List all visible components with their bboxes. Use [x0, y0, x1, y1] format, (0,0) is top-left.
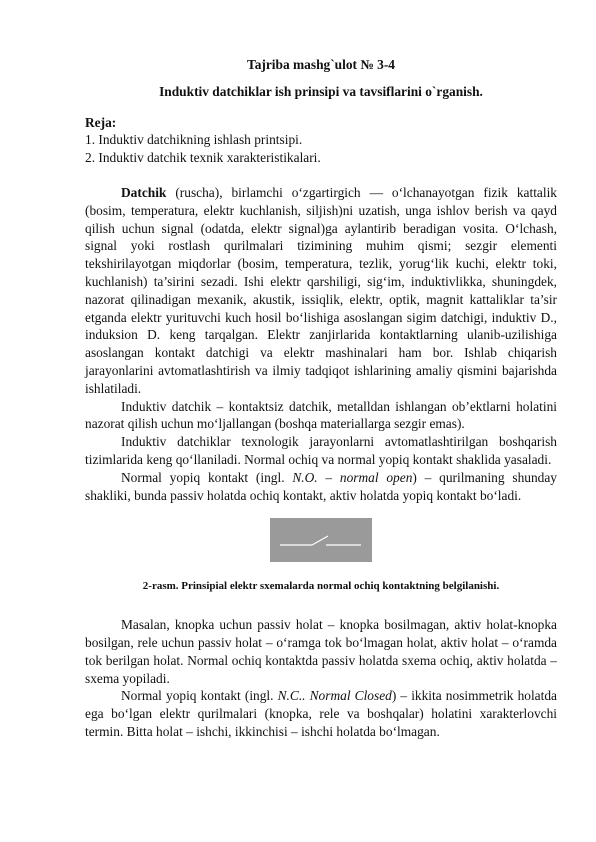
- paragraph-text: Normal yopiq kontakt (ingl.: [121, 469, 293, 485]
- paragraph-example: Masalan, knopka uchun passiv holat – knopka bosilmagan, aktiv holat-knopka bosilgan, rele uchun passiv holat – o‘ramga tok bo‘lmagan holat, aktiv holat – o‘ramda tok berilgan holat. Normal ochiq kontaktda passiv holatda sxema ochiq, aktiv holatda – sxema yopiladi.: [85, 617, 557, 686]
- italic-term: N.O. – normal open: [292, 469, 413, 485]
- normal-open-contact-symbol: [270, 518, 372, 562]
- plan-item-2: 2. Induktiv datchik texnik xarakteristikalari.: [85, 150, 321, 166]
- paragraph-inductive-sensor: Induktiv datchik – kontaktsiz datchik, metalldan ishlangan ob’ektlarni holatini nazorat qilish uchun mo‘ljallangan (boshqa materiallarga sezgir emas).: [85, 398, 557, 432]
- paragraph-text: ) – ikkita nosimmetrik holatda ega bo‘lgan elektr qurilmalari (knopka, rele va boshqalar) holatini xarakterlovchi termin. Bitta holat – ishchi, ikkinchisi – ishchi holatda bo‘lmagan.: [85, 688, 557, 739]
- document-subtitle: Induktiv datchiklar ish prinsipi va tavsiflarini o`rganish.: [159, 83, 483, 99]
- paragraph-normal-open: [85, 469, 557, 505]
- figure-caption: 2-rasm. Prinsipial elektr sxemalarda normal ochiq kontaktning belgilanishi.: [142, 580, 500, 593]
- paragraph-text: (ruscha), birlamchi o‘zgartirgich — o‘lchanayotgan fizik kattalik (bosim, temperatura, elektr kuchlanish, siljish)ni uzatish, unga ishlov berish va qayd qilish uchun signal (odatda, elektr signal)ga aylantirib beradigan vosita. O‘lchash, signal yoki rostlash qurilmalari tizimining muhim qismi; sezgir elementi tekshirilayotgan miqdorlar (bosim, temperatura, tezlik, yorug‘lik kuchi, elektr toki, kuchlanish) ta’sirini sezadi. Ishi elektr qarshiligi, sig‘im, induktivlikka, shuningdek, nazorat qilinadigan mexanik, akustik, issiqlik, elektr, optik, magnit kattaliklar ta’sir etganda elektr yurituvchi kuch hosil bo‘lishiga asoslangan sigim datchigi, induktiv D., induksion D. keng tarqalgan. Elektr zanjirlarida kontaktlarning ulanib-uzilishiga asoslangan kontakt datchigi va elektr mashinalari ham bor. Ishlab chiqarish jarayonlarini avtomatlashtirish va ilmiy tadqiqot ishlarining amaliy qismini bajarishda ishlatiladi.: [85, 184, 557, 396]
- paragraph-datchik-definition: [85, 184, 557, 398]
- spacer: [85, 167, 557, 184]
- paragraph-text: Normal yopiq kontakt (ingl.: [121, 688, 278, 704]
- paragraph-applications: Induktiv datchiklar texnologik jarayonlarni avtomatlashtirilgan boshqarish tizimlarida keng qo‘llaniladi. Normal ochiq va normal yopiq kontakt shaklida yasaladi.: [85, 434, 557, 467]
- term-datchik: Datchik: [121, 184, 167, 200]
- contact-symbol-figure: [270, 518, 372, 562]
- plan-item-1: 1. Induktiv datchikning ishlash printsipi.: [85, 132, 303, 148]
- paragraph-text: ) – qurilmaning shunday shakliki, bunda passiv holatda ochiq kontakt, aktiv holatda yopiq kontakt bo‘ladi.: [85, 469, 557, 503]
- document-title: Tajriba mashg`ulot № 3-4: [247, 57, 395, 72]
- plan-heading: Reja:: [85, 114, 117, 130]
- italic-term: N.C.. Normal Closed: [277, 688, 392, 704]
- document-page: [85, 56, 557, 741]
- paragraph-normal-closed: [85, 687, 557, 740]
